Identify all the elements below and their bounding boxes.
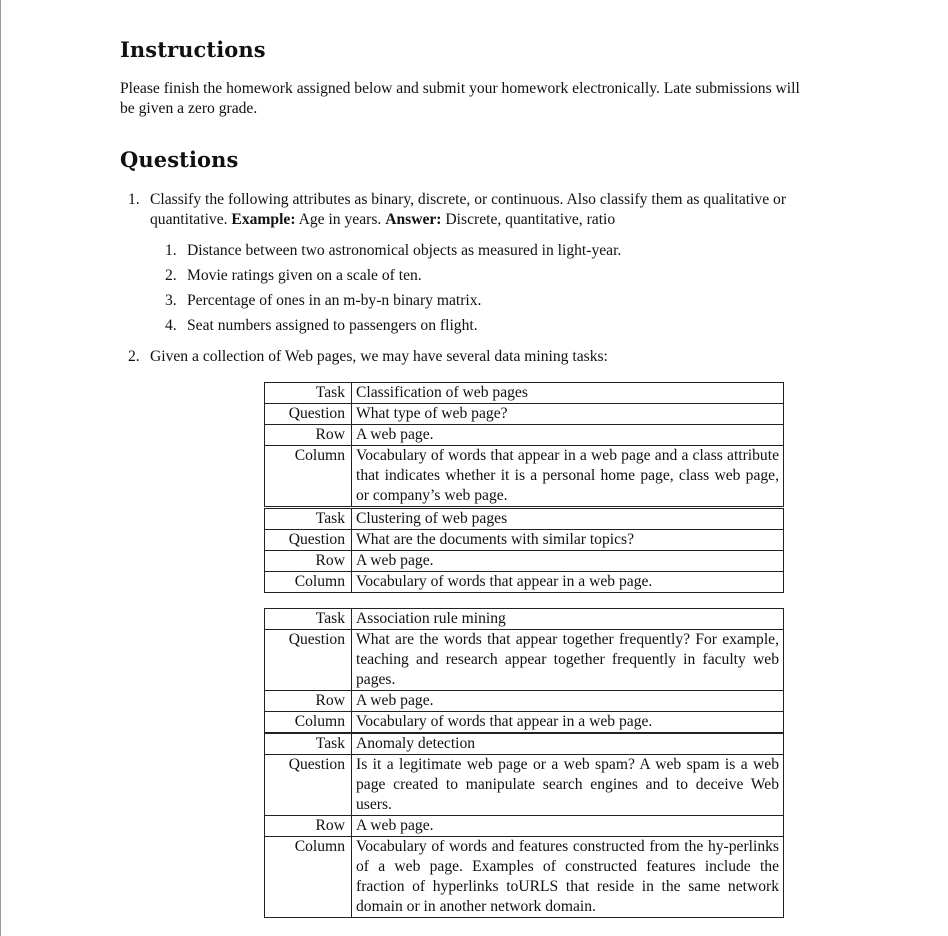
task-table-anomaly bbox=[264, 733, 784, 918]
list-item-text: Distance between two astronomical objects as measured in light-year. bbox=[187, 242, 622, 259]
table-key: Question bbox=[265, 404, 352, 425]
list-item bbox=[165, 316, 478, 336]
task-table-clustering bbox=[264, 508, 784, 593]
table-row bbox=[265, 630, 784, 691]
table-row bbox=[265, 572, 784, 593]
table-key: Question bbox=[265, 755, 352, 816]
table-value: A web page. bbox=[352, 551, 784, 572]
question-1-text: Classify the following attributes as binary, discrete, or continuous. Also classify them as qualitative or bbox=[150, 191, 787, 208]
table-key: Column bbox=[265, 572, 352, 593]
question-2-number: 2. bbox=[128, 348, 140, 365]
table-row bbox=[265, 734, 784, 755]
table-key: Row bbox=[265, 425, 352, 446]
table-value: What type of web page? bbox=[352, 404, 784, 425]
example-text: Age in years. bbox=[298, 211, 382, 228]
table-row bbox=[265, 425, 784, 446]
table-key: Task bbox=[265, 509, 352, 530]
list-item-text: Seat numbers assigned to passengers on flight. bbox=[187, 317, 478, 334]
table-value: Classification of web pages bbox=[352, 383, 784, 404]
table-key: Column bbox=[265, 712, 352, 733]
list-item bbox=[165, 291, 481, 311]
table-row bbox=[265, 609, 784, 630]
question-2-text: Given a collection of Web pages, we may have several data mining tasks: bbox=[150, 348, 608, 365]
table-value: Anomaly detection bbox=[352, 734, 784, 755]
question-1-line-1 bbox=[128, 190, 786, 210]
instructions-text bbox=[120, 79, 910, 119]
list-item bbox=[165, 241, 621, 261]
table-key: Task bbox=[265, 609, 352, 630]
table-key: Row bbox=[265, 551, 352, 572]
table-key: Task bbox=[265, 383, 352, 404]
list-item-number: 4. bbox=[165, 317, 177, 334]
question-1-line-2 bbox=[150, 210, 615, 230]
table-value: Association rule mining bbox=[352, 609, 784, 630]
task-table-association bbox=[264, 608, 784, 733]
table-row bbox=[265, 446, 784, 507]
table-value: A web page. bbox=[352, 691, 784, 712]
question-1-number: 1. bbox=[128, 191, 140, 208]
list-item bbox=[165, 266, 422, 286]
table-key: Row bbox=[265, 816, 352, 837]
table-key: Column bbox=[265, 446, 352, 507]
table-row bbox=[265, 509, 784, 530]
table-value: What are the documents with similar topics? bbox=[352, 530, 784, 551]
instructions-line-2: be given a zero grade. bbox=[120, 100, 258, 117]
table-row bbox=[265, 837, 784, 918]
questions-heading: Questions bbox=[120, 147, 239, 172]
question-2-line bbox=[128, 347, 608, 367]
example-label: Example: bbox=[231, 211, 296, 228]
table-value: Vocabulary of words that appear in a web page. bbox=[352, 712, 784, 733]
list-item-text: Percentage of ones in an m-by-n binary matrix. bbox=[187, 292, 482, 309]
table-key: Row bbox=[265, 691, 352, 712]
table-value: Vocabulary of words and features constructed from the hy-perlinks of a web page. Examples of constructed features include the fraction of hyperlinks toURLS that reside in the same network domain or in another network domain. bbox=[352, 837, 784, 918]
table-value: Is it a legitimate web page or a web spam? A web spam is a web page created to manipulate search engines and to deceive Web users. bbox=[352, 755, 784, 816]
answer-text: Discrete, quantitative, ratio bbox=[445, 211, 616, 228]
table-row bbox=[265, 404, 784, 425]
table-row bbox=[265, 551, 784, 572]
table-value: A web page. bbox=[352, 816, 784, 837]
table-row bbox=[265, 712, 784, 733]
table-value: Vocabulary of words that appear in a web page. bbox=[352, 572, 784, 593]
instructions-heading: Instructions bbox=[120, 37, 266, 62]
table-value: A web page. bbox=[352, 425, 784, 446]
instructions-line-1: Please finish the homework assigned below and submit your homework electronically. Late submissions will bbox=[120, 80, 800, 97]
table-row bbox=[265, 383, 784, 404]
table-row bbox=[265, 691, 784, 712]
table-key: Question bbox=[265, 530, 352, 551]
table-value: Clustering of web pages bbox=[352, 509, 784, 530]
list-item-number: 3. bbox=[165, 292, 177, 309]
answer-label: Answer: bbox=[385, 211, 442, 228]
task-table-classification bbox=[264, 382, 784, 507]
table-key: Task bbox=[265, 734, 352, 755]
table-value: Vocabulary of words that appear in a web page and a class attribute that indicates whether it is a personal home page, class web page, or company’s web page. bbox=[352, 446, 784, 507]
list-item-text: Movie ratings given on a scale of ten. bbox=[187, 267, 422, 284]
table-row bbox=[265, 755, 784, 816]
question-1-continuation: quantitative. bbox=[150, 211, 228, 228]
list-item-number: 2. bbox=[165, 267, 177, 284]
table-row bbox=[265, 816, 784, 837]
table-value: What are the words that appear together frequently? For example, teaching and research appear together frequently in faculty web pages. bbox=[352, 630, 784, 691]
table-key: Column bbox=[265, 837, 352, 918]
table-row bbox=[265, 530, 784, 551]
list-item-number: 1. bbox=[165, 242, 177, 259]
table-key: Question bbox=[265, 630, 352, 691]
